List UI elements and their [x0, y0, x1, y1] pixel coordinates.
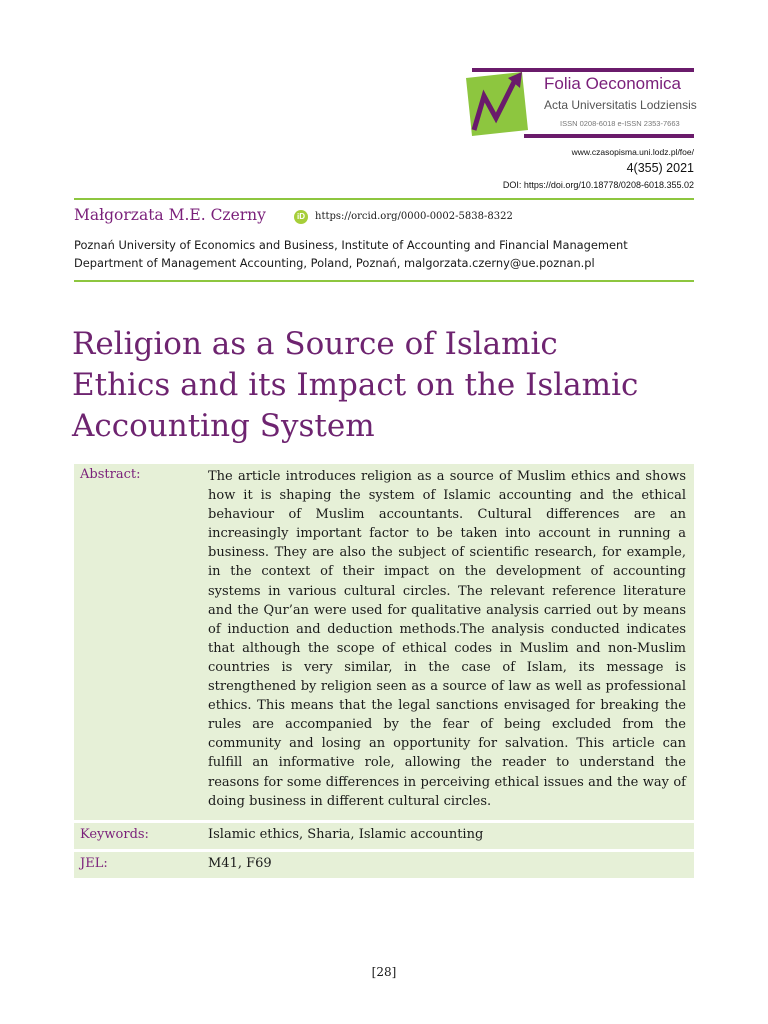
affiliation-line-1: Poznań University of Economics and Business, Institute of Accounting and Financial Management — [74, 238, 628, 252]
page-number: [28] — [371, 965, 397, 979]
title-line-1: Religion as a Source of Islamic — [72, 326, 558, 362]
title-line-3: Accounting System — [72, 408, 375, 444]
journal-subtitle: Acta Universitatis Lodziensis — [544, 98, 697, 112]
abstract-row — [74, 464, 694, 820]
keywords-value: Islamic ethics, Sharia, Islamic accounting — [208, 827, 484, 842]
jel-row — [74, 852, 694, 878]
affiliation-line-2: Department of Management Accounting, Poland, Poznań, malgorzata.czerny@ue.poznan.pl — [74, 256, 595, 270]
title-line-2: Ethics and its Impact on the Islamic — [72, 367, 639, 403]
journal-issn: ISSN 0208-6018 e-ISSN 2353-7663 — [560, 119, 680, 128]
jel-label: JEL: — [80, 856, 108, 871]
journal-url[interactable]: www.czasopisma.uni.lodz.pl/foe/ — [571, 147, 694, 157]
jel-value: M41, F69 — [208, 856, 272, 871]
header-divider — [74, 198, 694, 200]
article-doi[interactable]: DOI: https://doi.org/10.18778/0208-6018.355.02 — [502, 180, 694, 190]
orcid-icon[interactable]: iD — [294, 210, 308, 224]
abstract-text: The article introduces religion as a source of Muslim ethics and shows how it is shaping the system of Islamic accounting and the ethical behaviour of Muslim accountants. Cultural differences are an increasingly important factor to be taken into account in running a business. They are also the subject of scientific research, for example, in the context of their impact on the development of accounting systems in various cultural circles. The relevant reference literature and the Qur’an were used for qualitative analysis carried out by means of induction and deduction methods.The analysis conducted indicates that although the scope of ethical codes in Muslim and non-Muslim countries is very similar, in the case of Islam, its message is strengthened by religion seen as a source of law as well as professional ethics. This means that the legal sanctions envisaged for breaking the rules are accompanied by the fear of being excluded from the community and losing an opportunity for salvation. This article can fulfill an informative role, allowing the reader to understand the reasons for some differences in perceiving ethical issues and the way of doing business in different cultural circles. — [208, 469, 686, 809]
article-title — [72, 324, 692, 447]
journal-logo-icon — [464, 68, 534, 138]
author-affiliation — [74, 236, 628, 272]
author-divider — [74, 280, 694, 282]
journal-issue: 4(355) 2021 — [626, 161, 694, 175]
logo-bottom-rule — [524, 134, 694, 138]
orcid-link[interactable]: https://orcid.org/0000-0002-5838-8322 — [315, 211, 513, 222]
keywords-row — [74, 823, 694, 849]
author-name: Małgorzata M.E. Czerny — [74, 206, 266, 224]
abstract-label: Abstract: — [80, 467, 141, 482]
keywords-label: Keywords: — [80, 827, 149, 842]
journal-title: Folia Oeconomica — [544, 74, 682, 93]
